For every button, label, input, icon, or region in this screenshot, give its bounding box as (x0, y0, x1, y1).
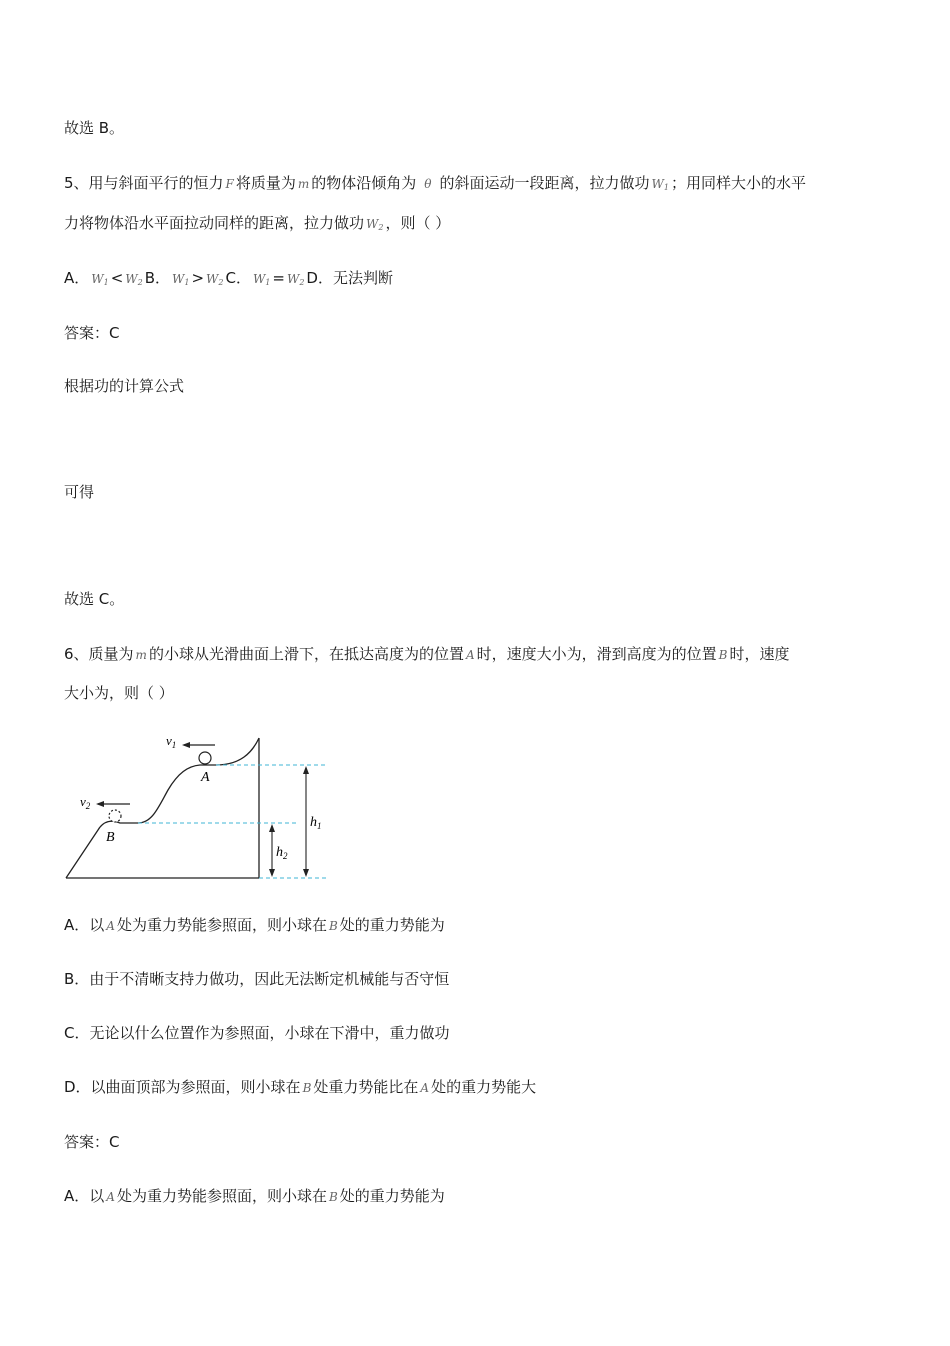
w-letter: W (252, 272, 266, 286)
q6-opt-a-text1: A．以 (64, 916, 105, 934)
q6-opt-d-text1: D．以曲面顶部为参照面，则小球在 (64, 1078, 301, 1096)
answer-6: 答案：C (64, 1133, 120, 1151)
q5-opt-c-label: C． (225, 269, 251, 287)
w-sub: 1 (265, 278, 271, 287)
q5-text-d: 的斜面运动一段距离，拉力做功 (439, 174, 650, 192)
ball-b-dashed (109, 810, 121, 822)
opt-a-W2 (123, 272, 144, 286)
q6-option-b: B．由于不清晰支持力做功，因此无法断定机械能与否守恒 (64, 970, 450, 988)
q5-text-e: ；用同样大小的水平 (670, 174, 806, 192)
var-W1 (650, 177, 671, 191)
conclusion-b: 故选 B。 (64, 119, 125, 137)
exp6-var-b: B (328, 1190, 338, 1204)
w-sub: 2 (137, 278, 143, 287)
q5-opt-d: D．无法判断 (306, 269, 393, 287)
q5-line2-b: ，则（ ） (385, 214, 451, 232)
exp6-text3: 处的重力势能为 (339, 1187, 445, 1205)
w-sub: 2 (299, 278, 305, 287)
opt-c-W1 (251, 272, 272, 286)
opt-a-W1 (89, 272, 110, 286)
q5-line2-a: 力将物体沿水平面拉动同样的距离，拉力做功 (64, 214, 365, 232)
q6-opt-d-text2: 处重力势能比在 (313, 1078, 419, 1096)
q6-text-d: 时，速度 (729, 645, 790, 663)
question-6-line2: 大小为，则（ ） (64, 684, 174, 702)
opt-b-rel: > (191, 269, 205, 287)
q6-option-c: C．无论以什么位置作为参照面，小球在下滑中，重力做功 (64, 1024, 450, 1042)
ball-a (199, 752, 211, 764)
q6-text-b: 的小球从光滑曲面上滑下，在抵达高度为的位置 (148, 645, 464, 663)
W1-sub: 1 (663, 183, 669, 192)
W2-letter: W (366, 217, 379, 231)
W1-letter: W (651, 177, 664, 191)
var-W2 (364, 217, 385, 231)
h1-arrowhead-bottom (303, 869, 309, 877)
q6-option-d (64, 1076, 536, 1099)
W2-sub: 2 (378, 223, 384, 232)
q5-opt-a-label: A． (64, 269, 90, 287)
q5-text-a: 5、用与斜面平行的恒力 (64, 174, 224, 192)
w-letter: W (125, 272, 138, 286)
label-v1: $v_1$ (166, 733, 177, 750)
var-theta: θ (424, 177, 432, 191)
question-6-line1 (64, 643, 789, 666)
opt-a-rel: < (110, 269, 124, 287)
opt-c-rel: = (272, 269, 285, 287)
q6-text-c: 时，速度大小为，滑到高度为的位置 (476, 645, 717, 663)
question-5-options (64, 267, 393, 294)
label-v2: $v_2$ (80, 794, 91, 811)
var-m: m (297, 177, 310, 191)
h2-arrowhead-top (269, 824, 275, 832)
q5-text-b: 将质量为 (235, 174, 296, 192)
label-b: B (106, 830, 115, 845)
h2-arrowhead-bottom (269, 869, 275, 877)
label-a: A (201, 770, 210, 785)
q6-opt-a-var-b: B (328, 919, 338, 933)
slope-figure (60, 728, 340, 888)
opt-b-W1 (170, 272, 191, 286)
opt-b-W2 (204, 272, 225, 286)
q6-option-a (64, 914, 445, 937)
exp6-var-a: A (106, 1190, 115, 1204)
w-sub: 1 (184, 278, 190, 287)
w-letter: W (91, 272, 104, 286)
curved-surface (66, 738, 259, 878)
question-5-line2 (64, 212, 450, 239)
explanation-6-a (64, 1185, 445, 1208)
q6-opt-a-text2: 处为重力势能参照面，则小球在 (116, 916, 327, 934)
question-5-line1 (64, 172, 806, 199)
w-sub: 2 (218, 278, 224, 287)
w-letter: W (286, 272, 300, 286)
h1-arrowhead-top (303, 766, 309, 774)
opt-c-W2 (285, 272, 306, 286)
w-letter: W (206, 272, 219, 286)
label-h2: $h_2$ (276, 845, 288, 861)
conclusion-c: 故选 C。 (64, 590, 125, 608)
q6-opt-a-var-a: A (106, 919, 115, 933)
w-letter: W (172, 272, 185, 286)
q6-opt-d-var-b: B (302, 1081, 312, 1095)
var-F: F (225, 177, 234, 191)
q6-text-a: 6、质量为 (64, 645, 134, 663)
q5-opt-b-label: B． (144, 269, 171, 287)
w-sub: 1 (103, 278, 109, 287)
label-h1: $h_1$ (310, 815, 322, 831)
answer-5: 答案：C (64, 324, 120, 342)
q6-var-m: m (135, 648, 147, 662)
q5-text-c: 的物体沿倾角为 (311, 174, 417, 192)
q6-opt-a-text3: 处的重力势能为 (339, 916, 445, 934)
q6-opt-d-text3: 处的重力势能大 (431, 1078, 537, 1096)
explanation-5-formula: 根据功的计算公式 (64, 377, 185, 395)
exp6-text2: 处为重力势能参照面，则小球在 (116, 1187, 327, 1205)
explanation-5-result: 可得 (64, 483, 95, 501)
q6-opt-d-var-a: A (420, 1081, 430, 1095)
v2-arrowhead (96, 801, 104, 807)
exp6-text1: A．以 (64, 1187, 105, 1205)
q6-var-B: B (718, 648, 728, 662)
v1-arrowhead (182, 742, 190, 748)
q6-var-A: A (465, 648, 475, 662)
